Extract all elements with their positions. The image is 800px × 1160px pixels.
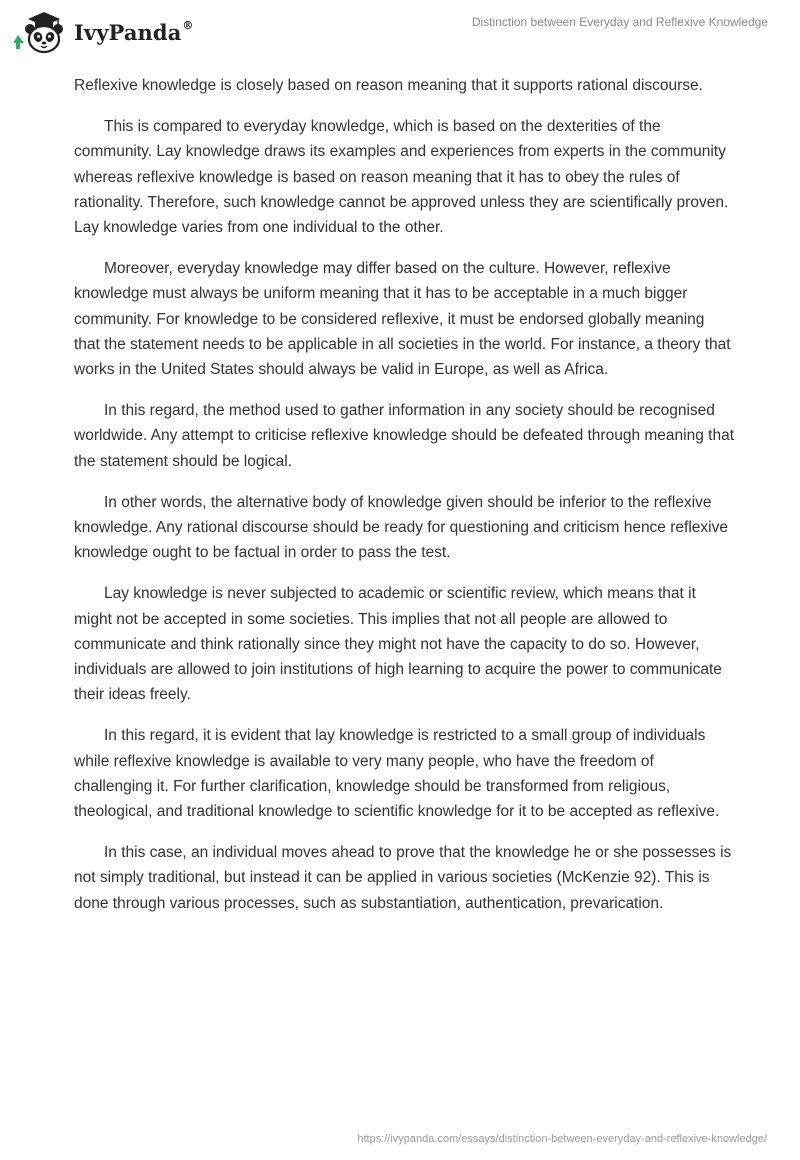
brand-name: IvyPanda® (74, 18, 194, 45)
registered-mark: ® (182, 18, 194, 32)
document-title: Distinction between Everyday and Reflexive Knowledge (471, 15, 768, 29)
essay-body (74, 73, 734, 932)
page-header (0, 0, 800, 66)
paragraph-6: Lay knowledge is never subjected to academic or scientific review, which means that it might not be accepted in some societies. This implies that not all people are allowed to communicate and think rationally since they might not have the capacity to do so. However, individuals are allowed to join institutions of high learning to acquire the power to communicate their ideas freely. (74, 585, 722, 704)
paragraph-3: Moreover, everyday knowledge may differ based on the culture. However, reflexive knowledge must always be uniform meaning that it has to be acceptable in a much bigger community. For knowledge to be considered reflexive, it must be endorsed globally meaning that the statement needs to be applicable in all societies in the world. For instance, a theory that works in the United States should always be valid in Europe, as well as Africa. (74, 260, 731, 379)
ivypanda-logo[interactable] (14, 9, 194, 55)
paragraph-1: Reflexive knowledge is closely based on reason meaning that it supports rational discourse. (74, 77, 703, 94)
paragraph-4: In this regard, the method used to gather information in any society should be recognised worldwide. Any attempt to criticise reflexive knowledge should be defeated through meaning that the statement should be logical. (74, 402, 734, 470)
paragraph-2: This is compared to everyday knowledge, which is based on the dexterities of the community. Lay knowledge draws its examples and experiences from experts in the community whereas reflexive knowledge is based on reason meaning that it has to obey the rules of rationality. Therefore, such knowledge cannot be approved unless they are scientifically proven. Lay knowledge varies from one individual to the other. (74, 118, 729, 237)
paragraph-8: In this case, an individual moves ahead to prove that the knowledge he or she possesses is not simply traditional, but instead it can be applied in various societies (McKenzie 92). This is done through various processes, such as substantiation, authentication, prevarication. (74, 844, 732, 912)
paragraph-5: In other words, the alternative body of knowledge given should be inferior to the reflexive knowledge. Any rational discourse should be ready for questioning and criticism hence reflexive knowledge ought to be factual in order to pass the test. (74, 493, 728, 562)
paragraph-7: In this regard, it is evident that lay knowledge is restricted to a small group of individuals while reflexive knowledge is available to very many people, who have the freedom of challenging it. For further clarification, knowledge should be transformed from religious, theological, and traditional knowledge to scientific knowledge for it to be accepted as reflexive. (74, 727, 720, 821)
panda-graduation-cap-icon (14, 9, 70, 55)
source-url[interactable]: https://ivypanda.com/essays/distinction-between-everyday-and-reflexive-knowledge/ (357, 1133, 767, 1145)
